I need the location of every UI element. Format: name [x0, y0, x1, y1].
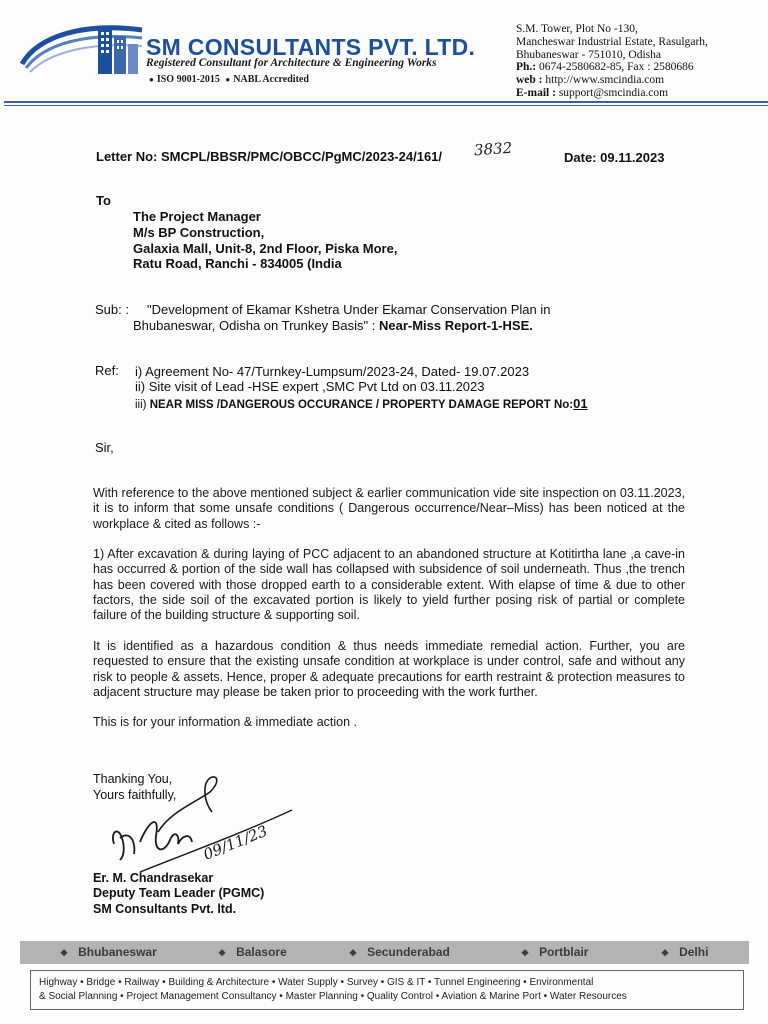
letter-number: Letter No: SMCPL/BBSR/PMC/OBCC/PgMC/2023-24/161/: [96, 149, 443, 164]
header-divider: [4, 105, 768, 106]
company-address: [516, 23, 708, 100]
subject-line: "Development of Ekamar Kshetra Under Ekamar Conservation Plan in: [147, 302, 551, 317]
header-divider: [4, 101, 768, 103]
nabl-accreditation: NABL Accredited: [233, 74, 309, 85]
address-line: Bhubaneswar - 751010, Odisha: [516, 48, 662, 61]
office-location: ❖ Balasore: [218, 945, 287, 959]
handwritten-signature: [100, 772, 300, 882]
iso-certification: ISO 9001-2015: [156, 74, 220, 85]
closing-line: Yours faithfully,: [93, 788, 177, 802]
signature-date: 09/11/23: [200, 821, 270, 864]
diamond-icon: ❖: [661, 948, 670, 958]
diamond-icon: ❖: [521, 948, 530, 958]
company-logo: [20, 20, 146, 78]
salutation: Sir,: [95, 440, 114, 455]
subject-line: Bhubaneswar, Odisha on Trunkey Basis" : Near-Miss Report-1-HSE.: [133, 318, 533, 333]
recipient-line: Ratu Road, Ranchi - 834005 (India: [133, 256, 342, 271]
recipient-line: The Project Manager: [133, 209, 261, 224]
body-paragraph: This is for your information & immediate action .: [93, 715, 357, 729]
company-name: SM CONSULTANTS PVT. LTD.: [146, 34, 476, 60]
diamond-icon: ❖: [349, 948, 358, 958]
signer-name: Er. M. Chandrasekar: [93, 871, 214, 885]
recipient-line: Galaxia Mall, Unit-8, 2nd Floor, Piska More,: [133, 241, 398, 256]
handwritten-letter-number: 3832: [473, 138, 513, 160]
reference-item: ii) Site visit of Lead -HSE expert ,SMC Pvt Ltd on 03.11.2023: [135, 379, 485, 394]
office-location: ❖ Portblair: [521, 945, 589, 959]
address-line: Mancheswar Industrial Estate, Rasulgarh,: [516, 35, 708, 48]
web-line: web : http://www.smcindia.com: [516, 74, 665, 87]
office-location: ❖ Delhi: [661, 945, 709, 959]
office-location: ❖ Secunderabad: [349, 945, 450, 959]
reference-item: iii) NEAR MISS /DANGEROUS OCCURANCE / PROPERTY DAMAGE REPORT No:01: [135, 396, 588, 411]
services-list: [30, 970, 744, 1010]
services-line: Highway • Bridge • Railway • Building & Architecture • Water Supply • Survey • GIS & IT • Tunnel Engineering • Environmental: [39, 977, 594, 988]
bullet-icon: ●: [225, 75, 231, 84]
phone-line: Ph.: 0674-2580682-85, Fax : 2580686: [516, 61, 694, 74]
body-paragraph: With reference to the above mentioned subject & earlier communication vide site inspection on 03.11.2023, it is to inform that some unsafe conditions ( Dangerous occurrence/Near–Miss) has been noticed at the workplace & cited as follows :-: [93, 486, 685, 531]
body-paragraph: It is identified as a hazardous condition & thus needs immediate remedial action. Further, you are requested to ensure that the existing unsafe condition at workplace is under control, safe and without any risk to people & assets. Hence, proper & adequate precautions for earth restraint & protection measures to adjacent structure may please be taken prior to proceeding with the work further.: [93, 639, 685, 699]
services-line: & Social Planning • Project Management Consultancy • Master Planning • Quality Control • Aviation & Marine Port • Water Resources: [39, 991, 627, 1002]
address-line: S.M. Tower, Plot No -130,: [516, 23, 638, 35]
signer-title: Deputy Team Leader (PGMC): [93, 886, 265, 900]
to-label: To: [96, 193, 111, 208]
diamond-icon: ❖: [218, 948, 227, 958]
signer-company: SM Consultants Pvt. ltd.: [93, 902, 237, 916]
subject-label: Sub: :: [95, 302, 129, 317]
company-tagline: Registered Consultant for Architecture & Engineering Works: [146, 57, 437, 69]
reference-label: Ref:: [95, 363, 119, 378]
certifications: [146, 74, 309, 85]
office-locations-band: [20, 941, 749, 964]
letter-date: Date: 09.11.2023: [564, 150, 665, 165]
closing-line: Thanking You,: [93, 772, 173, 786]
bullet-icon: ●: [149, 75, 154, 84]
recipient-line: M/s BP Construction,: [133, 225, 265, 240]
body-paragraph: 1) After excavation & during laying of PCC adjacent to an abandoned structure at Kotitirtha lane ,a cave-in has occurred & portion of the side wall has collapsed with subsidence of soil underneath. Thus ,the trench has been covered with those dropped earth to a considerable extent. With elapse of time & due to other factors, the side soil of the excavated portion is likely to yield further posing risk of partial or complete failure of the building structure & supporting soil.: [93, 547, 685, 623]
email-line: E-mail : support@smcindia.com: [516, 86, 669, 99]
office-location: ❖ Bhubaneswar: [60, 945, 157, 959]
diamond-icon: ❖: [60, 948, 69, 958]
reference-item: i) Agreement No- 47/Turnkey-Lumpsum/2023-24, Dated- 19.07.2023: [135, 364, 530, 379]
